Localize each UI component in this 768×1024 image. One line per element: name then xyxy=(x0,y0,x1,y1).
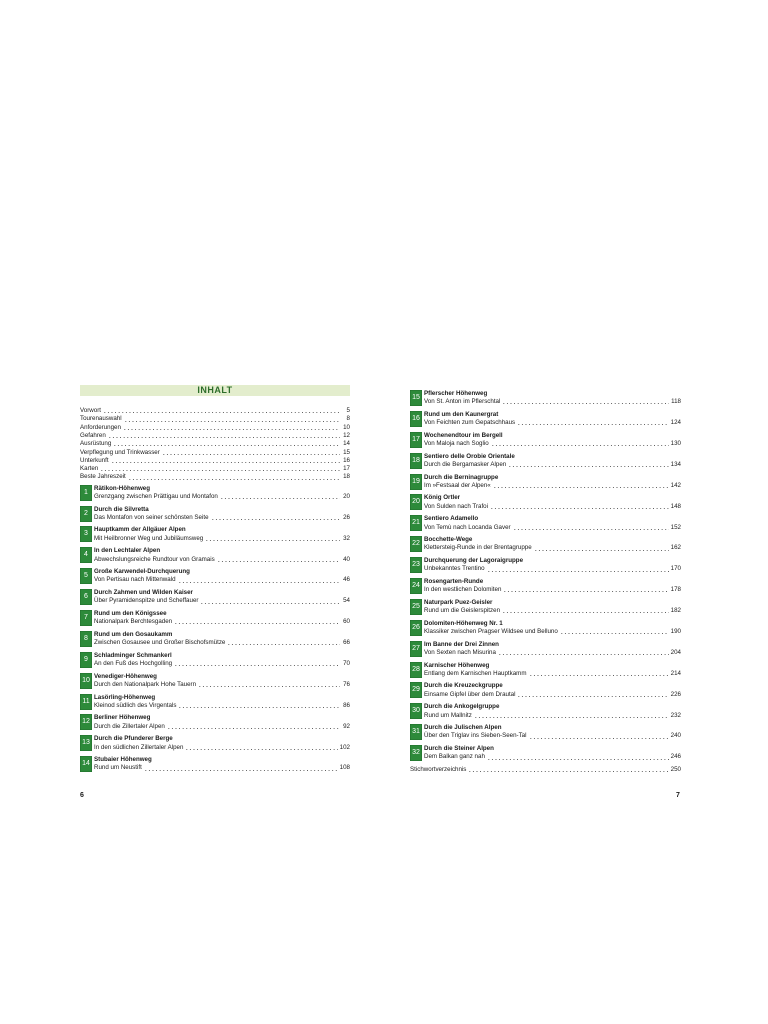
tour-number-badge: 31 xyxy=(410,724,422,740)
tour-number-badge: 14 xyxy=(80,756,92,772)
tour-entry[interactable] xyxy=(80,652,350,669)
dot-leader xyxy=(211,519,340,520)
tour-page: 130 xyxy=(670,439,681,447)
tour-number-badge: 19 xyxy=(410,474,422,490)
tour-page: 190 xyxy=(670,627,681,635)
tour-page: 170 xyxy=(670,565,681,573)
tour-entry[interactable] xyxy=(410,432,681,449)
tour-subtitle: Durch die Zillertaler Alpen xyxy=(94,722,165,730)
toc-entry[interactable] xyxy=(80,473,350,481)
tour-entry[interactable] xyxy=(80,756,350,773)
dot-leader xyxy=(200,603,340,604)
tour-subtitle: Klassiker zwischen Pragser Wildsee und Belluno xyxy=(424,627,558,635)
tour-title: Schladminger Schmankerl xyxy=(94,651,172,659)
tour-entry[interactable] xyxy=(410,578,681,595)
tour-page: 60 xyxy=(343,618,350,626)
tour-page: 40 xyxy=(343,555,350,563)
tour-title: Hauptkamm der Allgäuer Alpen xyxy=(94,526,186,534)
tour-entry[interactable] xyxy=(410,682,681,699)
tour-subtitle: Zwischen Gosausee und Großer Bischofsmütze xyxy=(94,639,226,647)
dot-leader xyxy=(534,550,669,551)
dot-leader xyxy=(205,540,340,541)
tour-number-badge: 25 xyxy=(410,599,422,615)
entry-page: 14 xyxy=(343,440,350,448)
tour-page: 152 xyxy=(670,523,681,531)
dot-leader xyxy=(111,462,340,463)
tour-number-badge: 5 xyxy=(80,568,92,584)
tour-page: 232 xyxy=(670,711,681,719)
tour-page: 182 xyxy=(670,607,681,615)
dot-leader xyxy=(174,623,340,624)
dot-leader xyxy=(487,759,669,760)
tour-page: 26 xyxy=(343,513,350,521)
entry-page: 8 xyxy=(346,415,350,423)
dot-leader xyxy=(490,508,669,509)
toc-entry[interactable] xyxy=(80,448,350,456)
tour-entry[interactable] xyxy=(410,662,681,679)
dot-leader xyxy=(217,561,340,562)
entry-page: 15 xyxy=(343,448,350,456)
tour-title: Sentiero Adamello xyxy=(424,515,479,523)
tour-number-badge: 10 xyxy=(80,673,92,689)
dot-leader xyxy=(178,707,340,708)
tour-title: Große Karwendel-Durchquerung xyxy=(94,568,190,576)
toc-entry[interactable] xyxy=(80,407,350,415)
tour-page: 240 xyxy=(670,732,681,740)
tour-title: Wochenendtour im Bergell xyxy=(424,431,503,439)
tour-number-badge: 20 xyxy=(410,494,422,510)
tour-page: 178 xyxy=(670,586,681,594)
tour-title: Rund um den Kaunergrat xyxy=(424,410,499,418)
tour-entry[interactable] xyxy=(410,411,681,428)
entry-label: Gefahren xyxy=(80,431,106,439)
toc-entry[interactable] xyxy=(80,424,350,432)
tour-subtitle: In den westlichen Dolomiten xyxy=(424,586,502,594)
tour-subtitle: Nationalpark Berchtesgaden xyxy=(94,618,173,626)
tour-subtitle: Kleinod südlich des Virgentals xyxy=(94,701,177,709)
toc-heading: INHALT xyxy=(80,385,350,396)
dot-leader xyxy=(560,633,669,634)
tour-title: Rätikon-Höhenweg xyxy=(94,484,151,492)
tour-entry[interactable] xyxy=(80,526,350,543)
tour-entry[interactable] xyxy=(80,506,350,523)
dot-leader xyxy=(513,529,669,530)
dot-leader xyxy=(220,498,340,499)
tour-title: Rund um den Königssee xyxy=(94,610,167,618)
tour-subtitle: Über Pyramidenspitze und Scheffauer xyxy=(94,597,199,605)
dot-leader xyxy=(508,466,668,467)
tour-list xyxy=(80,485,350,774)
tour-page: 142 xyxy=(670,481,681,489)
tour-page: 204 xyxy=(670,648,681,656)
tour-entry[interactable] xyxy=(410,474,681,491)
front-matter-list xyxy=(80,407,350,482)
tour-entry[interactable] xyxy=(80,610,350,627)
tour-subtitle: Rund um Mallnitz xyxy=(424,711,472,719)
toc-entry[interactable] xyxy=(80,440,350,448)
tour-subtitle: Von Feichten zum Gepatschhaus xyxy=(424,419,516,427)
entry-label: Tourenauswahl xyxy=(80,415,122,423)
tour-title: Naturpark Puez-Geisler xyxy=(424,598,493,606)
tour-number-badge: 6 xyxy=(80,589,92,605)
tour-entry[interactable] xyxy=(410,641,681,658)
dot-leader xyxy=(128,479,340,480)
tour-number-badge: 29 xyxy=(410,682,422,698)
tour-number-badge: 1 xyxy=(80,485,92,501)
dot-leader xyxy=(178,582,340,583)
tour-title: Dolomiten-Höhenweg Nr. 1 xyxy=(424,619,503,627)
dot-leader xyxy=(198,686,340,687)
tour-title: Pflerscher Höhenweg xyxy=(424,390,488,397)
tour-page: 226 xyxy=(670,690,681,698)
tour-subtitle: Klettersteig-Runde in der Brentagruppe xyxy=(424,544,532,552)
tour-title: Venediger-Höhenweg xyxy=(94,672,157,680)
tour-number-badge: 4 xyxy=(80,547,92,563)
tour-number-badge: 32 xyxy=(410,745,422,761)
tour-title: Durch die Ankogelgruppe xyxy=(424,703,500,711)
tour-subtitle: Rund um Neustift xyxy=(94,764,142,772)
dot-leader xyxy=(502,403,669,404)
dot-leader xyxy=(227,644,340,645)
entry-label: Vorwort xyxy=(80,407,101,415)
tour-page: 66 xyxy=(343,639,350,647)
dot-leader xyxy=(108,437,340,438)
entry-label: Unterkunft xyxy=(80,456,109,464)
tour-entry[interactable] xyxy=(80,694,350,711)
tour-entry[interactable] xyxy=(80,568,350,585)
tour-page: 118 xyxy=(671,398,681,406)
tour-subtitle: Einsame Gipfel über dem Drautal xyxy=(424,690,516,698)
toc-entry[interactable] xyxy=(80,432,350,440)
tour-entry[interactable] xyxy=(80,735,350,752)
tour-subtitle: Durch den Nationalpark Hohe Tauern xyxy=(94,680,197,688)
tour-subtitle: Dem Balkan ganz nah xyxy=(424,753,485,761)
tour-subtitle: Von Pertisau nach Mittenwald xyxy=(94,576,176,584)
dot-leader xyxy=(123,429,340,430)
tour-page: 86 xyxy=(343,701,350,709)
dot-leader xyxy=(144,770,338,771)
left-page xyxy=(80,385,350,773)
tour-number-badge: 27 xyxy=(410,641,422,657)
tour-number-badge: 26 xyxy=(410,620,422,636)
entry-page: 16 xyxy=(343,456,350,464)
entry-label: Karten xyxy=(80,465,99,473)
entry-label: Ausrüstung xyxy=(80,440,112,448)
dot-leader xyxy=(100,470,340,471)
dot-leader xyxy=(493,487,669,488)
right-page xyxy=(410,390,681,774)
tour-number-badge: 21 xyxy=(410,515,422,531)
tour-title: In den Lechtaler Alpen xyxy=(94,547,161,555)
tour-page: 162 xyxy=(670,544,681,552)
tour-number-badge: 3 xyxy=(80,526,92,542)
entry-page: 18 xyxy=(343,473,350,481)
tour-page: 124 xyxy=(670,419,681,427)
dot-leader xyxy=(517,696,668,697)
tour-subtitle: Abwechslungsreiche Rundtour von Gramais xyxy=(94,555,215,563)
tour-subtitle: Über den Triglav ins Sieben-Seen-Tal xyxy=(424,732,527,740)
tour-page: 20 xyxy=(343,492,350,500)
tour-entry[interactable] xyxy=(410,515,681,532)
dot-leader xyxy=(517,424,669,425)
tour-title: Rosengarten-Runde xyxy=(424,578,484,586)
tour-page: 108 xyxy=(339,764,350,772)
tour-number-badge: 12 xyxy=(80,714,92,730)
tour-number-badge: 8 xyxy=(80,631,92,647)
toc-entry[interactable] xyxy=(80,465,350,473)
tour-subtitle: Von Sexten nach Misurina xyxy=(424,648,496,656)
tour-title: Durch die Kreuzeckgruppe xyxy=(424,682,503,690)
tour-subtitle: An den Fuß des Hochgolling xyxy=(94,659,173,667)
page-number-right: 7 xyxy=(676,792,680,799)
tour-page: 246 xyxy=(670,753,681,761)
toc-entry[interactable] xyxy=(80,457,350,465)
tour-entry[interactable] xyxy=(410,557,681,574)
tour-page: 54 xyxy=(343,597,350,605)
tour-number-badge: 15 xyxy=(410,390,422,406)
dot-leader xyxy=(529,738,669,739)
tour-title: Durch Zahmen und Wilden Kaiser xyxy=(94,589,193,597)
tour-number-badge: 30 xyxy=(410,703,422,719)
tour-subtitle: Unbekanntes Trentino xyxy=(424,565,485,573)
tour-title: König Ortler xyxy=(424,494,461,502)
tour-subtitle: Durch die Bergamasker Alpen xyxy=(424,460,507,468)
dot-leader xyxy=(468,771,668,772)
tour-title: Durch die Berninagruppe xyxy=(424,473,499,481)
tour-title: Bocchette-Wege xyxy=(424,536,473,544)
dot-leader xyxy=(113,445,340,446)
tour-page: 70 xyxy=(343,659,350,667)
dot-leader xyxy=(529,675,669,676)
tour-title: Sentiero delle Orobie Orientale xyxy=(424,452,515,460)
dot-leader xyxy=(167,728,340,729)
tour-number-badge: 9 xyxy=(80,652,92,668)
tour-entry[interactable] xyxy=(410,745,681,762)
tour-number-badge: 2 xyxy=(80,506,92,522)
tour-entry[interactable] xyxy=(410,494,681,511)
dot-leader xyxy=(103,412,340,413)
entry-page: 10 xyxy=(343,423,350,431)
tour-entry[interactable] xyxy=(410,536,681,553)
tour-page: 102 xyxy=(339,743,350,751)
entry-page: 5 xyxy=(346,407,350,415)
tour-entry[interactable] xyxy=(410,453,681,470)
tour-entry[interactable] xyxy=(80,673,350,690)
tour-page: 148 xyxy=(670,502,681,510)
index-entry[interactable] xyxy=(410,765,681,774)
dot-leader xyxy=(503,591,668,592)
tour-number-badge: 17 xyxy=(410,432,422,448)
tour-title: Rund um den Gosaukamm xyxy=(94,630,173,638)
tour-title: Im Banne der Drei Zinnen xyxy=(424,640,499,648)
tour-page: 46 xyxy=(343,576,350,584)
tour-title: Karnischer Höhenweg xyxy=(424,661,490,669)
toc-entry[interactable] xyxy=(80,415,350,423)
tour-subtitle: Entlang dem Karnischen Hauptkamm xyxy=(424,669,527,677)
tour-number-badge: 28 xyxy=(410,662,422,678)
tour-number-badge: 11 xyxy=(80,694,92,710)
tour-entry[interactable] xyxy=(80,547,350,564)
tour-list xyxy=(410,390,681,762)
tour-page: 32 xyxy=(343,534,350,542)
tour-entry[interactable] xyxy=(410,599,681,616)
index-page: 250 xyxy=(670,765,681,773)
dot-leader xyxy=(174,665,340,666)
index-label: Stichwortverzeichnis xyxy=(410,765,467,773)
tour-entry[interactable] xyxy=(80,485,350,502)
tour-subtitle: Grenzgang zwischen Prättigau und Montafon xyxy=(94,492,218,500)
tour-title: Stubaier Höhenweg xyxy=(94,756,152,764)
tour-page: 214 xyxy=(670,669,681,677)
tour-number-badge: 23 xyxy=(410,557,422,573)
tour-title: Durchquerung der Lagoraigruppe xyxy=(424,557,524,565)
tour-page: 76 xyxy=(343,680,350,688)
tour-entry[interactable] xyxy=(410,724,681,741)
tour-number-badge: 7 xyxy=(80,610,92,626)
tour-number-badge: 16 xyxy=(410,411,422,427)
tour-entry[interactable] xyxy=(410,703,681,720)
tour-number-badge: 18 xyxy=(410,453,422,469)
tour-number-badge: 22 xyxy=(410,536,422,552)
tour-number-badge: 24 xyxy=(410,578,422,594)
tour-entry[interactable] xyxy=(410,390,681,407)
tour-subtitle: Rund um die Geislerspitzen xyxy=(424,607,501,615)
tour-entry[interactable] xyxy=(80,631,350,648)
tour-title: Durch die Silvretta xyxy=(94,505,149,513)
tour-title: Durch die Steiner Alpen xyxy=(424,745,494,753)
page-number-left: 6 xyxy=(80,792,84,799)
tour-subtitle: Von Temù nach Locanda Gaver xyxy=(424,523,511,531)
tour-number-badge: 13 xyxy=(80,735,92,751)
entry-label: Verpflegung und Trinkwasser xyxy=(80,448,160,456)
entry-page: 12 xyxy=(343,431,350,439)
tour-entry[interactable] xyxy=(80,589,350,606)
entry-page: 17 xyxy=(343,465,350,473)
tour-entry[interactable] xyxy=(410,620,681,637)
tour-subtitle: Von Sulden nach Trafoi xyxy=(424,502,488,510)
tour-subtitle: Von Maloja nach Soglio xyxy=(424,439,489,447)
tour-subtitle: Das Montafon von seiner schönsten Seite xyxy=(94,513,209,521)
tour-page: 134 xyxy=(670,460,681,468)
tour-subtitle: Von St. Anton im Pflerschtal xyxy=(424,398,501,406)
tour-entry[interactable] xyxy=(80,714,350,731)
tour-subtitle: In den südlichen Zillertaler Alpen xyxy=(94,743,184,751)
tour-page: 92 xyxy=(343,722,350,730)
dot-leader xyxy=(502,612,669,613)
dot-leader xyxy=(474,717,669,718)
entry-label: Anforderungen xyxy=(80,423,121,431)
dot-leader xyxy=(185,749,337,750)
entry-label: Beste Jahreszeit xyxy=(80,473,126,481)
dot-leader xyxy=(491,445,669,446)
tour-title: Durch die Julischen Alpen xyxy=(424,724,502,732)
tour-subtitle: Mit Heilbronner Weg und Jubiläumsweg xyxy=(94,534,204,542)
tour-title: Durch die Pfunderer Berge xyxy=(94,735,173,743)
dot-leader xyxy=(498,654,669,655)
dot-leader xyxy=(162,454,340,455)
tour-title: Lasörling-Höhenweg xyxy=(94,693,156,701)
dot-leader xyxy=(487,571,669,572)
tour-title: Berliner Höhenweg xyxy=(94,714,151,722)
tour-subtitle: Im »Festsaal der Alpen« xyxy=(424,481,491,489)
dot-leader xyxy=(124,421,340,422)
